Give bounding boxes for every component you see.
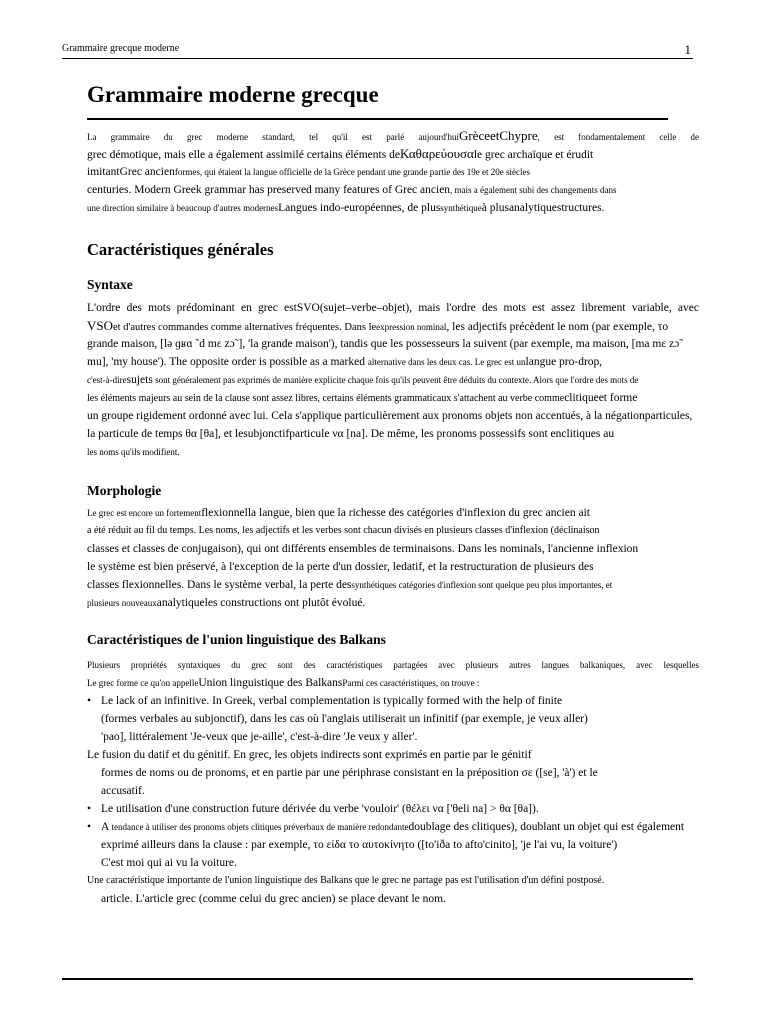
syntax-line-7: un groupe rigidement ordonné avec lui. Cela s'applique particulièrement aux pronoms objets non accentués, à la négationparticules,	[87, 410, 693, 422]
running-header	[62, 42, 693, 56]
syntax-line-4: mu], 'my house'). The opposite order is possible as a marked alternative dans les deux cas. Le grec est unlangue pro-drop,	[87, 356, 603, 368]
balkans-paragraph	[87, 656, 699, 908]
syntax-paragraph	[87, 299, 699, 461]
bullet-icon: •	[87, 695, 92, 707]
footer-rule	[62, 978, 693, 980]
intro-line-1: La grammaire du grec moderne standard, tel qu'il est parlé aujourd'huiGrèceetChypre, est fondamentalement celle de	[87, 128, 699, 143]
morph-line-4: le système est bien préservé, à l'exception de la perte d'un dossier, ledatif, et la restructuration de plusieurs des	[87, 561, 594, 573]
intro-paragraph	[87, 127, 699, 217]
list-item: • A tendance à utiliser des pronoms objets clitiques préverbaux de manière redondantedoublage des clitiques), doublant un objet qui est également exprimé ailleurs dans la clause : par exemple, το είδα το αυτοκίνητο ([to'iða to afto'cinito], 'je l'ai vu, la voiture') C'est moi qui ai vu la voiture.	[87, 818, 699, 872]
running-title: Grammaire grecque moderne	[62, 43, 180, 54]
intro-line-5: une direction similaire à beaucoup d'autres modernesLangues indo-européennes, de plussynthétiqueà plusanalytiquestructures.	[87, 202, 605, 214]
syntax-line-9: les noms qu'ils modifient.	[87, 447, 180, 457]
syntax-line-8: la particule de temps θα [θa], et lesubjonctifparticule να [na]. De même, les pronoms possessifs sont enclitiques au	[87, 428, 615, 440]
intro-line-3: imitantGrec ancienformes, qui étaient la langue officielle de la Grèce pendant une grande partie des 19e et 20e siècles	[87, 166, 531, 178]
intro-line-4: centuries. Modern Greek grammar has preserved many features of Grec ancien, mais a également subi des changements dans	[87, 184, 617, 196]
morph-line-2: a été réduit au fil du temps. Les noms, les adjectifs et les verbes sont chacun divisés en plusieurs classes d'inflexion (déclinaison	[87, 525, 600, 536]
subsection-heading-morphology: Morphologie	[87, 483, 162, 498]
morph-line-1: Le grec est encore un fortementflexionnella langue, bien que la richesse des catégories d'inflexion du grec ancien ait	[87, 507, 590, 519]
section-heading-general: Caractéristiques générales	[87, 240, 274, 259]
syntax-line-6: les éléments majeurs au sein de la clause sont assez libres, certains éléments grammaticaux s'attachent au verbe commeclitiqueet forme	[87, 392, 638, 404]
list-item: Le fusion du datif et du génitif. En grec, les objets indirects sont exprimés en partie par le génitif formes de noms ou de pronoms, et en partie par une périphrase consistant en la préposition σε ([se], 'à') et le accusatif.	[87, 749, 598, 797]
list-item: Une caractéristique importante de l'union linguistique des Balkans que le grec ne partage pas est l'utilisation d'un défini postposé. article. L'article grec (comme celui du grec ancien) se place devant le nom.	[87, 875, 605, 905]
syntax-line-1: L'ordre des mots prédominant en grec estSVO(sujet–verbe–objet), mais l'ordre des mots est assez librement variable, avec	[87, 302, 699, 314]
page-title: Grammaire moderne grecque	[87, 82, 379, 107]
subsection-heading-balkans: Caractéristiques de l'union linguistique des Balkans	[87, 632, 386, 647]
subsection-heading-syntax: Syntaxe	[87, 277, 133, 292]
bullet-icon: •	[87, 803, 92, 815]
page-number: 1	[684, 42, 691, 57]
morph-line-3: classes et classes de conjugaison), qui ont différents ensembles de terminaisons. Dans les nominals, l'ancienne inflexion	[87, 543, 639, 555]
syntax-line-2: VSOet d'autres commandes comme alternatives fréquentes. Dans leexpression nominal, les adjectifs précèdent le nom (par exemple, το	[87, 318, 669, 333]
header-rule	[62, 58, 693, 59]
title-rule	[87, 118, 668, 120]
syntax-line-5: c'est-à-diresujets sont généralement pas exprimés de manière explicite chaque fois qu'ils peuvent être déduits du contexte. Alors que l'ordre des mots de	[87, 374, 639, 386]
list-item: • Le utilisation d'une construction future dérivée du verbe 'vouloir' (θέλει να ['θeli na] > θα [θa]).	[87, 800, 699, 818]
syntax-line-3: grande maison, [lə ɡʁɑ ˜d mɛ zɔ˜], 'la grande maison'), tandis que les possesseurs la suivent (par exemple, ma maison, [ma mɛ zɔ˜	[87, 338, 684, 350]
bullet-icon: •	[87, 821, 92, 833]
morphology-paragraph	[87, 504, 699, 612]
morph-line-6: plusieurs nouveauxanalytiqueles constructions ont plutôt évolué.	[87, 597, 366, 609]
balkan-line-2: Le grec forme ce qu'on appelleUnion linguistique des BalkansParmi ces caractéristiques, on trouve :	[87, 677, 480, 689]
morph-line-5: classes flexionnelles. Dans le système verbal, la perte dessynthétiques catégories d'inflexion sont quelque peu plus importantes, et	[87, 579, 613, 591]
intro-line-2: grec démotique, mais elle a également assimilé certains éléments deΚαθαρεύουσαle grec archaïque et érudit	[87, 146, 594, 161]
balkan-line-1: Plusieurs propriétés syntaxiques du grec sont des caractéristiques partagées avec plusieurs autres langues balkaniques, avec lesquelles	[87, 660, 699, 670]
list-item: • Le lack of an infinitive. In Greek, verbal complementation is typically formed with the help of finite (formes verbales au subjonctif), dans les cas où l'anglais utiliserait un infinitif (par exemple, je veux aller) 'pao], littéralement 'Je-veux que je-aille', c'est-à-dire 'Je veux y aller'.	[87, 692, 699, 746]
